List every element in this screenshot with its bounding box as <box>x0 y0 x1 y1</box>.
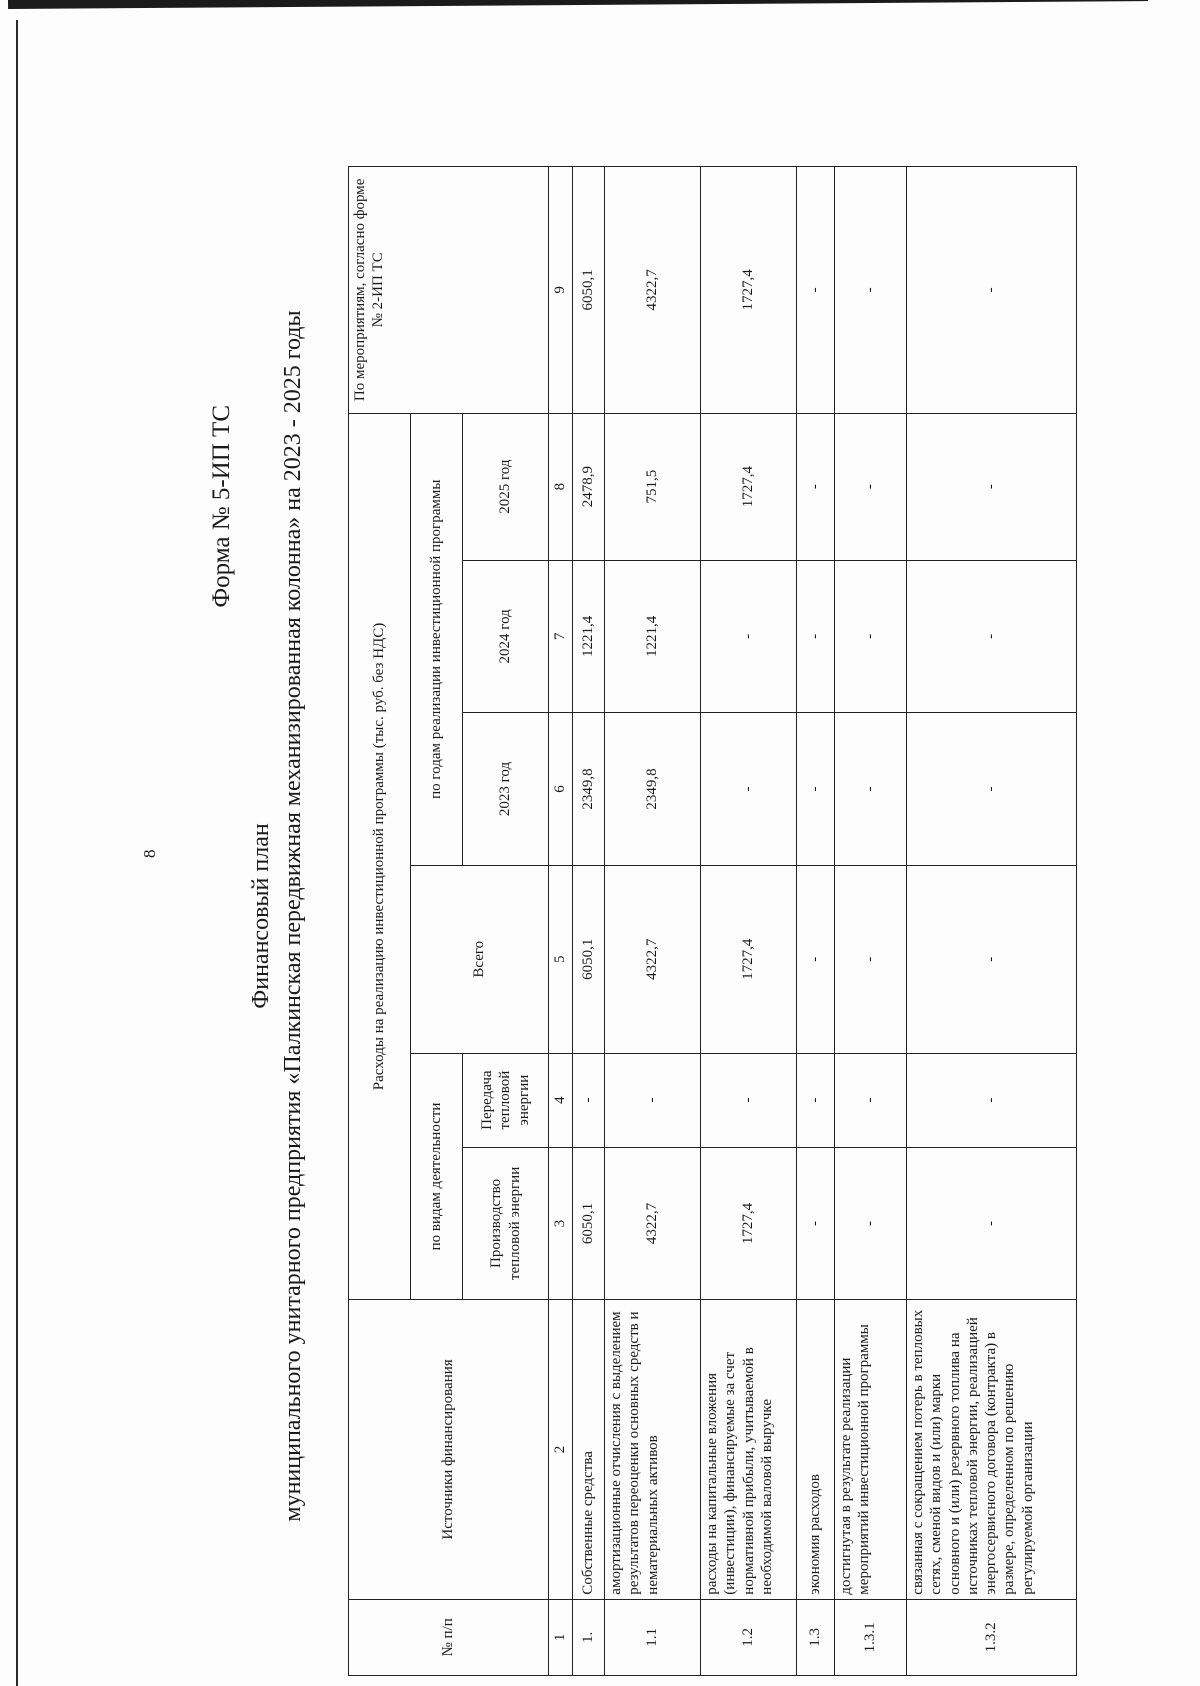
cell-y2024: - <box>907 560 1077 713</box>
cell-transmission: - <box>701 1053 797 1147</box>
cell-total: - <box>907 865 1077 1053</box>
header-y2024: 2024 год <box>463 560 549 713</box>
cell-total: - <box>797 865 835 1053</box>
cell-production: 1727,4 <box>701 1147 797 1300</box>
cell-total: 4322,7 <box>605 865 701 1053</box>
cell-y2023: - <box>907 713 1077 866</box>
header-production: Производство тепловой энергии <box>463 1147 549 1300</box>
cell-transmission: - <box>835 1053 907 1147</box>
cell-y2025: 751,5 <box>605 413 701 560</box>
row-source: достигнутая в результате реализации мероприятий инвестиционной программы <box>835 1300 907 1599</box>
col-number: 7 <box>549 560 573 713</box>
cell-total: 6050,1 <box>573 865 605 1053</box>
cell-production: 6050,1 <box>573 1147 605 1300</box>
col-number: 5 <box>549 865 573 1053</box>
col-number: 4 <box>549 1053 573 1147</box>
cell-production: 4322,7 <box>605 1147 701 1300</box>
cell-measures: - <box>797 167 835 414</box>
col-number: 1 <box>549 1599 573 1675</box>
header-row-1 <box>349 167 411 1676</box>
cell-y2024: - <box>835 560 907 713</box>
row-source: расходы на капитальные вложения (инвестиции), финансируемые за счет нормативной прибыли, учитываемой в необходимой валовой выручке <box>701 1300 797 1599</box>
cell-measures: - <box>907 167 1077 414</box>
cell-production: - <box>907 1147 1077 1300</box>
cell-measures: 1727,4 <box>701 167 797 414</box>
row-num: 1.3.2 <box>907 1599 1077 1675</box>
cell-y2024: - <box>797 560 835 713</box>
cell-measures: - <box>835 167 907 414</box>
row-source: связанная с сокращением потерь в тепловых сетях, сменой видов и (или) марки основного и (или) резервного топлива на источниках тепловой энергии, реализацией энергосервисного договора (контракта) в размере, определенном по решению регулируемой организации <box>907 1300 1077 1599</box>
row-source: амортизационные отчисления с выделением результатов переоценки основных средств и нематериальных активов <box>605 1300 701 1599</box>
cell-transmission: - <box>605 1053 701 1147</box>
row-num: 1. <box>573 1599 605 1675</box>
row-num: 1.2 <box>701 1599 797 1675</box>
document-title: Финансовый план <box>248 823 274 1009</box>
cell-total: - <box>835 865 907 1053</box>
form-number: Форма № 5-ИП ТС <box>208 405 235 608</box>
cell-y2025: - <box>797 413 835 560</box>
header-expenses: Расходы на реализацию инвестиционной программы (тыс. руб. без НДС) <box>349 413 411 1300</box>
column-number-row <box>549 167 573 1676</box>
cell-y2023: 2349,8 <box>573 713 605 866</box>
cell-production: - <box>835 1147 907 1300</box>
header-y2025: 2025 год <box>463 413 549 560</box>
document-subtitle: муниципального унитарного предприятия «Палкинская передвижная механизированная колонна» на 2023 - 2025 годы <box>280 310 306 1522</box>
col-number: 2 <box>549 1300 573 1599</box>
cell-y2025: 1727,4 <box>701 413 797 560</box>
cell-y2024: - <box>701 560 797 713</box>
cell-transmission: - <box>573 1053 605 1147</box>
row-source: Собственные средства <box>573 1300 605 1599</box>
table-row <box>573 167 605 1676</box>
header-by-years: по годам реализации инвестиционной программы <box>411 413 463 865</box>
header-by-activity: по видам деятельности <box>411 1053 463 1300</box>
cell-production: - <box>797 1147 835 1300</box>
header-total: Всего <box>411 865 549 1053</box>
cell-y2025: - <box>907 413 1077 560</box>
row-source: экономия расходов <box>797 1300 835 1599</box>
row-num: 1.3.1 <box>835 1599 907 1675</box>
col-number: 3 <box>549 1147 573 1300</box>
cell-transmission: - <box>797 1053 835 1147</box>
cell-total: 1727,4 <box>701 865 797 1053</box>
table-row <box>797 167 835 1676</box>
cell-y2025: 2478,9 <box>573 413 605 560</box>
table-row <box>605 167 701 1676</box>
col-number: 8 <box>549 413 573 560</box>
table-row <box>835 167 907 1676</box>
row-num: 1.3 <box>797 1599 835 1675</box>
cell-measures: 6050,1 <box>573 167 605 414</box>
cell-transmission: - <box>907 1053 1077 1147</box>
cell-y2024: 1221,4 <box>573 560 605 713</box>
row-num: 1.1 <box>605 1599 701 1675</box>
cell-measures: 4322,7 <box>605 167 701 414</box>
header-transmission: Передача тепловой энергии <box>463 1053 549 1147</box>
cell-y2023: - <box>835 713 907 866</box>
header-num: № п/п <box>349 1599 549 1675</box>
header-y2023: 2023 год <box>463 713 549 866</box>
col-number: 9 <box>549 167 573 414</box>
table-row <box>907 167 1077 1676</box>
cell-y2023: - <box>797 713 835 866</box>
page-number: 8 <box>140 849 159 858</box>
table-row <box>701 167 797 1676</box>
financial-plan-table <box>348 166 1077 1676</box>
cell-y2024: 1221,4 <box>605 560 701 713</box>
header-source: Источники финансирования <box>349 1300 549 1599</box>
cell-y2025: - <box>835 413 907 560</box>
cell-y2023: 2349,8 <box>605 713 701 866</box>
header-by-measures: По мероприятиям, согласно форме № 2-ИП ТС <box>349 167 549 414</box>
col-number: 6 <box>549 713 573 866</box>
cell-y2023: - <box>701 713 797 866</box>
